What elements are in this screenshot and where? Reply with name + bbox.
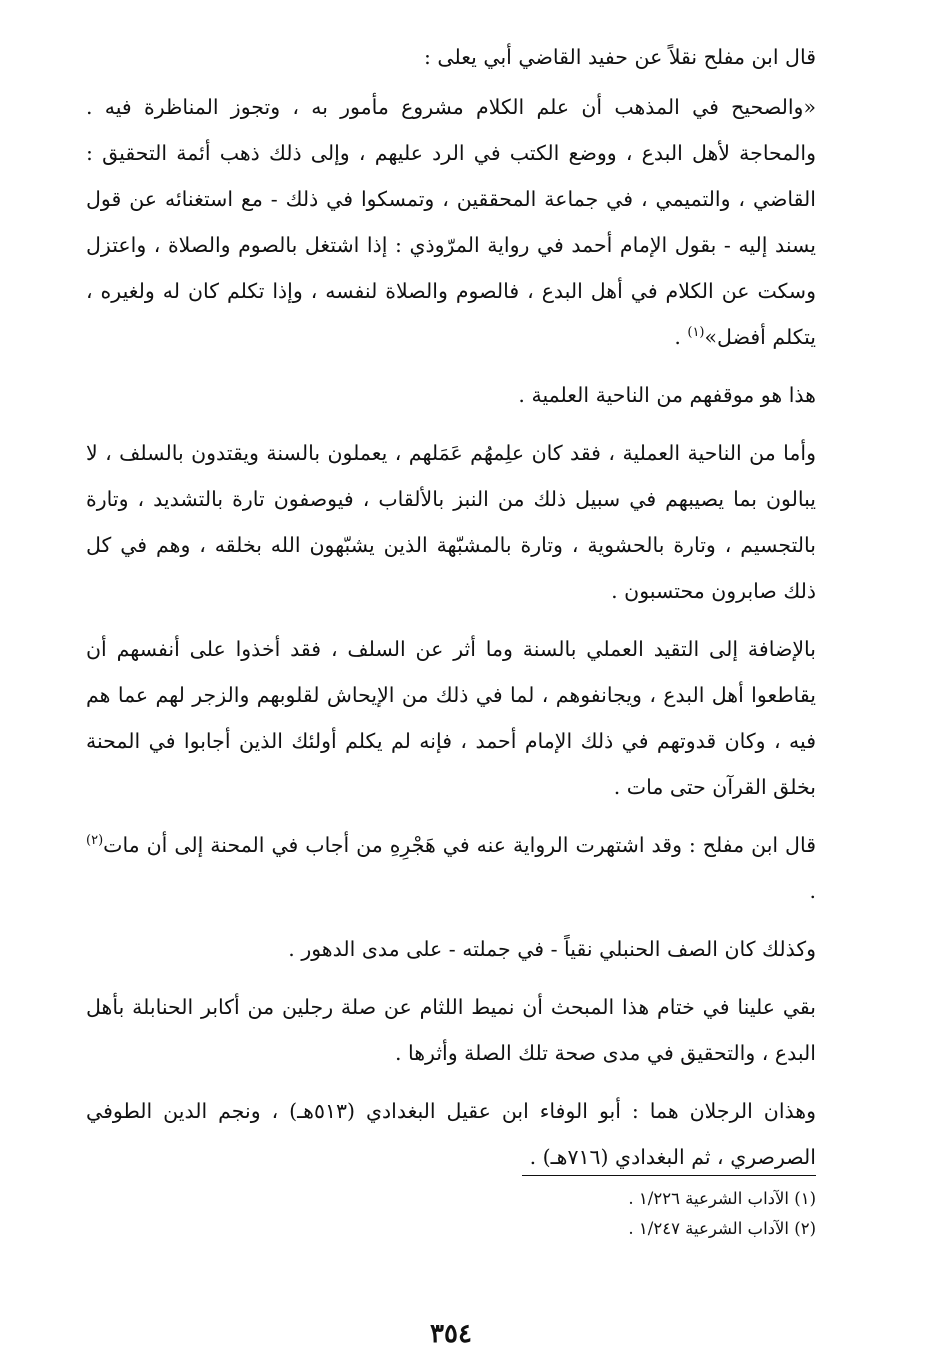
paragraph-scholarly: هذا هو موقفهم من الناحية العلمية .	[518, 383, 816, 407]
footnote-ref-1: (١)	[687, 325, 705, 341]
paragraph-quote	[86, 84, 816, 360]
footnote-ref-2: (٢)	[86, 833, 104, 849]
body-text	[86, 34, 816, 1180]
page-number: ٣٥٤	[430, 1319, 472, 1349]
document-page	[86, 34, 816, 1349]
paragraph-boycott: بالإضافة إلى التقيد العملي بالسنة وما أثر عن السلف ، فقد أخذوا على أنفسهم أن يقاطعوا أهل البدع ، ويجانفوهم ، لما في ذلك من الإيحاش لقلوبهم والزجر لهم عما هم فيه ، وكان قدوتهم في ذلك الإمام أحمد ، فإنه لم يكلم أولئك الذين أجابوا في المحنة بخلق القرآن حتى مات .	[86, 637, 816, 799]
paragraph-names: وهذان الرجلان هما : أبو الوفاء ابن عقيل البغدادي (٥١٣هـ) ، ونجم الدين الطوفي الصرصري ، ثم البغدادي (٧١٦هـ) .	[86, 1099, 816, 1169]
paragraph-practical: وأما من الناحية العملية ، فقد كان علِمهُم عَمَلهم ، يعملون بالسنة ويقتدون بالسلف ، لا يبالون بما يصيبهم في سبيل ذلك من النبز بالألقاب ، فيوصفون تارة بالتشديد ، وتارة بالتجسيم ، وتارة بالحشوية ، وتارة بالمشبّهة الذين يشبّهون الله بخلقه ، وهم في كل ذلك صابرون محتسبون .	[86, 441, 816, 603]
ibn-muflih-end: .	[809, 879, 816, 903]
footnote-2: (٢) الآداب الشرعية ١/٢٤٧ .	[628, 1219, 816, 1238]
quote-end: .	[674, 325, 688, 349]
ibn-muflih-text: قال ابن مفلح : وقد اشتهرت الرواية عنه في هَجْرِهِ من أجاب في المحنة إلى أن مات	[103, 833, 816, 857]
paragraph-ibn-muflih	[86, 822, 816, 914]
quote-text: «والصحيح في المذهب أن علم الكلام مشروع مأمور به ، وتجوز المناظرة فيه . والمحاجة لأهل البدع ، ووضع الكتب في الرد عليهم ، وإلى ذلك ذهب أئمة التحقيق : القاضي ، والتميمي ، في جماعة المحققين ، وتمسكوا في ذلك - مع استغنائه عن قول يسند إليه - بقول الإمام أحمد في رواية المرّوذي : إذا اشتغل بالصوم والصلاة ، واعتزل وسكت عن الكلام في أهل البدع ، فالصوم والصلاة لنفسه ، وإذا تكلم كان له ولغيره ، يتكلم أفضل»	[86, 95, 816, 349]
paragraph-hanbali-rank: وكذلك كان الصف الحنبلي نقياً - في جملته - على مدى الدهور .	[288, 937, 816, 961]
paragraph-intro: قال ابن مفلح نقلاً عن حفيد القاضي أبي يعلى :	[423, 45, 816, 69]
footnote-1: (١) الآداب الشرعية ١/٢٢٦ .	[628, 1189, 816, 1208]
footnote-divider	[522, 1175, 816, 1176]
paragraph-two-men: بقي علينا في ختام هذا المبحث أن نميط اللثام عن صلة رجلين من أكابر الحنابلة بأهل البدع ، والتحقيق في مدى صحة تلك الصلة وأثرها .	[86, 995, 816, 1065]
footnotes	[86, 1184, 816, 1244]
